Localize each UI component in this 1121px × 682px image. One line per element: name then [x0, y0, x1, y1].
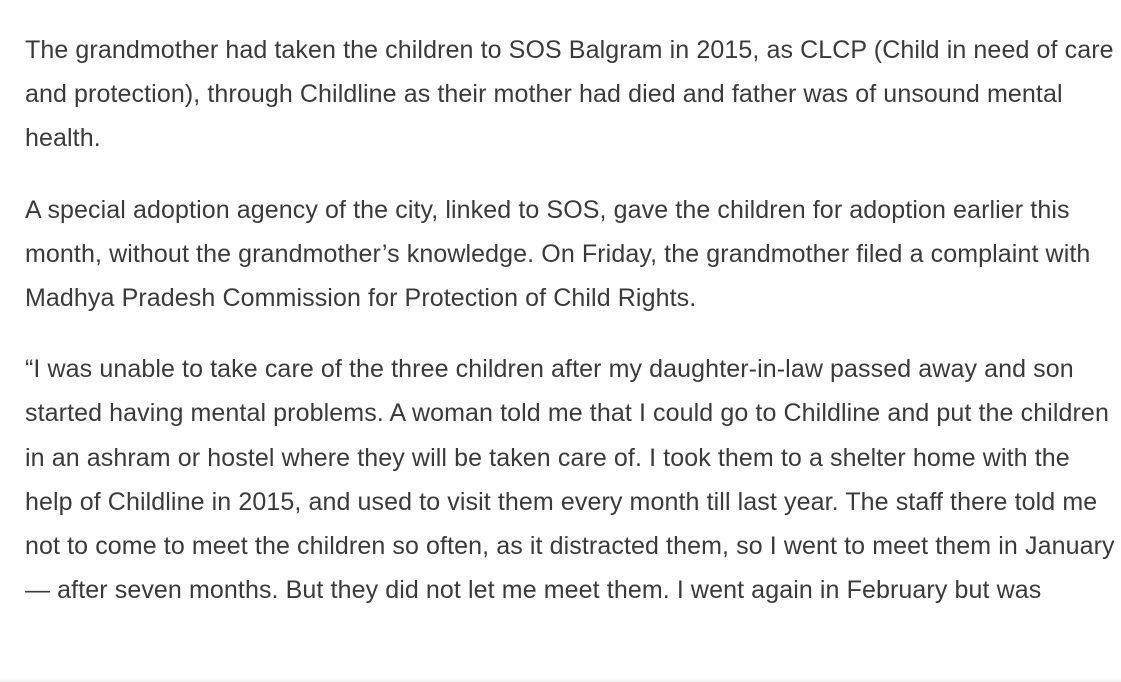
- article-paragraph: A special adoption agency of the city, linked to SOS, gave the children for adoption earlier this month, without the grandmother’s knowledge. On Friday, the grandmother filed a complaint with Madhya Pradesh Commission for Protection of Child Rights.: [25, 195, 1091, 313]
- bottom-fade-overlay: [0, 658, 1121, 682]
- article-paragraph: The grandmother had taken the children to SOS Balgram in 2015, as CLCP (Child in need of care and protection), through Childline as their mother had died and father was of unsound mental health.: [25, 36, 1114, 153]
- article-paragraph: “I was unable to take care of the three children after my daughter-in-law passed away and son started having mental problems. A woman told me that I could go to Childline and put the children in an ashram or hostel where they will be taken care of. I took them to a shelter home with the help of Childline in 2015, and used to visit them every month till last year. The staff there told me not to come to meet the children so often, as it distracted them, so I went to meet them in January — after seven months. But they did not let me meet them. I went again in February but was: [25, 355, 1115, 605]
